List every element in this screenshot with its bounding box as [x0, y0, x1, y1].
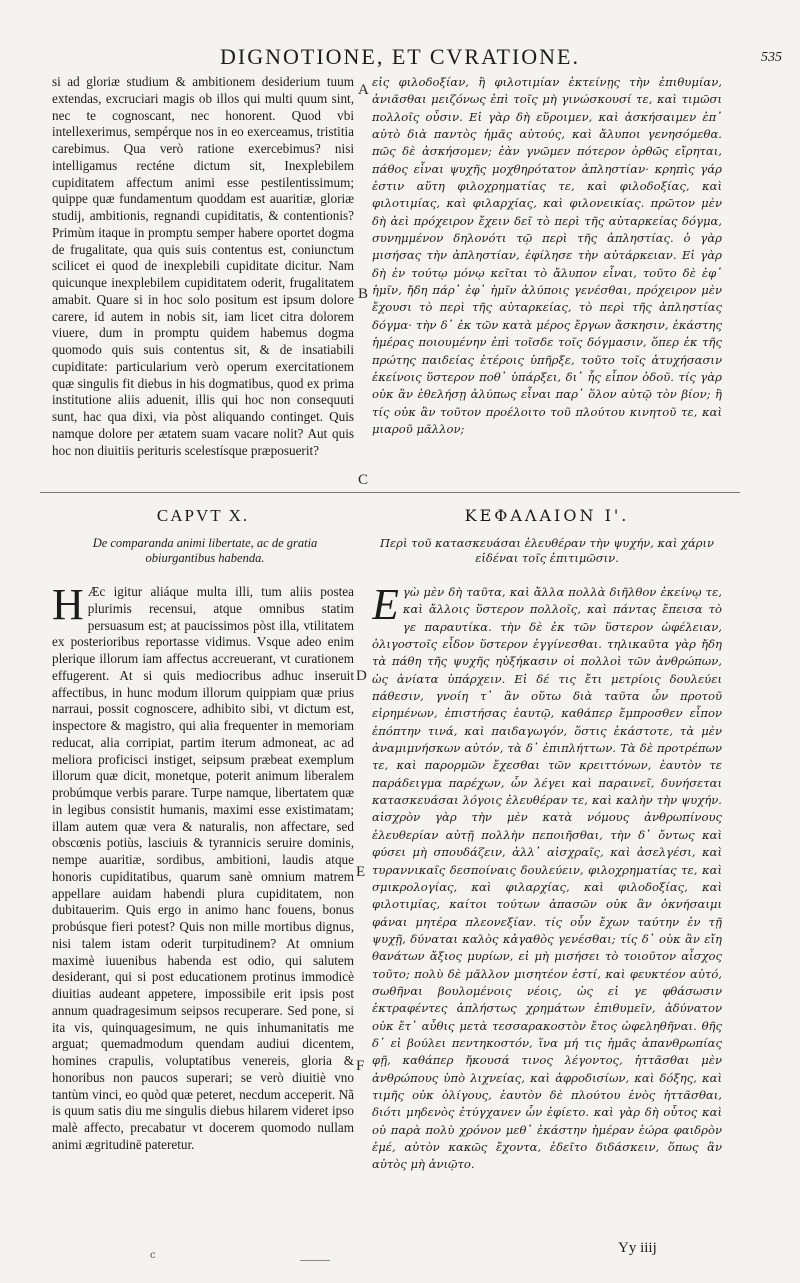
page-number: 535 — [761, 50, 782, 65]
margin-letter-f: F — [356, 1058, 365, 1074]
chapter-title-greek: ΚΕΦΑΛΑΙΟΝ Ι'. — [464, 506, 630, 525]
latin-paragraph-chapter — [52, 584, 354, 1154]
latin-column-bottom — [52, 584, 354, 1244]
margin-letter-e: E — [356, 864, 366, 880]
margin-letter-d: D — [356, 668, 367, 684]
greek-paragraph-chapter — [372, 584, 722, 1174]
running-title: DIGNOTIONE, ET CVRATIONE. — [220, 44, 580, 69]
greek-column-bottom — [372, 584, 722, 1244]
greek-chapter-text: γὼ μὲν δὴ ταῦτα, καὶ ἄλλα πολλὰ διῆλθον ἐκείνῳ τε, καὶ ἄλλοις ὕστερον πολλοῖς, καὶ πάντας ἔπεισα τὸ γε παραυτίκα. τὴν δὲ ἐκ τῶν ὕστερον ὠφέλειαν, ὀλιγοστοῖς εἶδον ὕστερον ἐγγίνεσθαι. τηλικαῦτα γὰρ ἤδη τὰ πάθη τῆς ψυχῆς ηὐξήκασιν οἱ πολλοὶ τῶν ἀνθρώπων, ὡς ἀνίατα ὑπάρχειν. Εἰ δέ τις ἔτι μετρίοις δουλεύει πάθεσιν, γνοίη τ᾽ ἂν οὕτω διὰ ταῦτα ὧν προτοῦ εἰρημένων, ἐπιστήσας ἑαυτῷ, καθάπερ ἔμπροσθεν εἶπον ἐπόπτην τινά, καὶ παιδαγωγόν, ὅστις ἑκάστοτε, τὰ μὲν ἀναμιμνήσκων αὐτόν, τὰ δ᾽ ἐπιπλήττων. Τὰ δὲ προτρέπων τε, καὶ παρορμῶν ἔχεσθαι τῶν κρειττόνων, ἑαυτὸν τε παράδειγμα παρέχων, ὧν λέγει καὶ παραινεῖ, δυνήσεται κατασκευάσαι λόγοις ἐλευθέραν τε, καὶ καλὴν τὴν ψυχήν. αἰσχρὸν γὰρ τὴν μὲν κατὰ νόμους ἀνθρωπίνους ἐλευθερίαν αὐτῇ πολλὴν πεποιῆσθαι, τὴν δ᾽ ὄντως καὶ φύσει μὴ σπουδάζειν, ἀλλ᾽ αἰσχραῖς, καὶ ἀσελγέσι, καὶ τυραννικαῖς δεσποίναις δουλεύειν, φιλοχρηματίας τε, καὶ σμικρολογίας, καὶ φιλαρχίας, καὶ φιλοδοξίας, καὶ φιλοτιμίας, καίτοι τούτων ἁπασῶν οὐκ ἂν ὀκνήσαιμι φάναι μητέρα πλεονεξίαν. τίς οὖν ἔχων ταύτην ἐν τῇ ψυχῇ, δύναται καλὸς κἀγαθὸς γενέσθαι; τίς δ᾽ οὐκ ἂν εἴη θανάτων ἄξιος μυρίων, εἰ μὴ μισήσει τὸ τοιοῦτον αἶσχος τοῦτο; πολὺ δὲ μᾶλλον μισητέον ἐστί, καὶ φευκτέον αὐτό, σωθῆναι βουλομένοις νέοις, ὡς εἰ γε φθάσωσιν ἐκτραφέντες ἀπλήστως χρημάτων ἐπιθυμεῖν, ἀδύνατον οὐκ ἔτ᾽ αὖθις μετὰ τεσσαρακοστὸν ἔτος ὠφεληθῆναι. θῆς δ᾽ εἰ βούλει πεντηκοστόν, ἵνα μή τις ἡμᾶς ἀπανθρωπίας φῇ, καθάπερ ἤκουσά τινος λέγοντος, ἡττᾶσθαι μὲν ἀνθρώπους ὑπὸ λιχνείας, καὶ ἀφροδισίων, καὶ δόξης, καὶ τιμῆς οὐκ ὀλίγους, ἑαυτὸν δὲ πλούτου ἑνὸς ἡττᾶσθαι, διότι μηδενὸς ἐτύγχανεν ὧν ἐφίετο. καὶ γὰρ δὴ οὗτος καὶ οὐ παρὰ πολὺ χρόνον μεθ᾽ ἑκάστην ἡμέραν ἑώρα φαιδρὸν ἐμέ, αὐτὸν κακῶς ἔχοντα, ἐδεῖτο διδάσκειν, ὅπως ἂν αὐτὸς μὴ ἀνιῷτο. — [372, 585, 722, 1172]
chapter-subtitle-latin: De comparanda animi libertate, ac de gratia obiurgantibus habenda. — [92, 536, 318, 565]
signature-mark: Yy iiij — [618, 1240, 657, 1256]
margin-letter-a: A — [358, 82, 369, 98]
latin-paragraph: si ad gloriæ studium & ambitionem desiderium tuum extendas, excruciari magis ob illos qui multi quum sint, nec te cognoscant, nec honorent. Quod vbi intellexerimus, sempérque nos in eo exerceamus, tristitia carebimus. Qua verò ratione exercebimus? nisi intelligamus recténe dictum sit, Inexplebilem cupiditatem affectum animi esse pestilentissimum; quippe quæ fundamentum quoddam est auaritiæ, gloriæ studij, ambitionis, regnandi cupiditatis, & contentionis? Primùm itaque in promptu semper habere oportet dogma de frugalitate, qua quis suis contentus est, coniunctum scilicet ei quod de inexplebili cupiditate dicitur. Nam quicunque inexplebilem cupiditatem oderit, frugalitatem amabit. Quare si in hoc solo positum est ipsum dolore carere, id autem in nobis sit, iam licet citra dolorem viuere, dum in promptu quidem habemus dogma quomodo quis suis contentus sit, & de insatiabili cupiditate: particularium verò operum exercitationem quæ singulis fit diebus in his dogmatibus, quod ex prima institutione aliis aduenit, illis qui hoc non consequuti sunt, hac qua dixi, via pòst aliquando continget. Quis namque dolore per ætatem suam vacare nolit? Aut quis hoc non diuitiis perituris scelestísque præposuerit? — [52, 74, 354, 458]
latin-chapter-text: Æc igitur aliáque multa illi, tum aliis postea plurimis recensui, atque omnibus statim persuasum est; at paucissimos pòst illa, vtilitatem ex posterioribus reportasse vidimus. Vsque adeo enim plerique illorum iam affectus accreuerant, vt curationem effugerent. At si quis mediocribus adhuc inseruit affectibus, in hunc modum illorum quippiam quæ prius narraui, possit cognoscere, adhibito sibi, vt dictum est, inspectore & magistro, qui alia frequenter in memoriam reducat, alia corripiat, partim iterum admoneat, ac ad meliora proficisci instiget, seipsum præbeat exemplum illorum quæ dicit, monetque, poterit animum liberalem probúmque verbis parare. Turpe namque, libertatem quæ in legibus consistit humanis, maximi esse existimatam; illam autem quæ vera & naturalis, non affectare, sed obscœnis potiùs, lasciuis & tyrannicis seruire dominis, nempe auaritiæ, sordibus, ambitioni, laudis atque honoris cupiditatibus, quarum sanè omnium matrem appellare auidam habendi plura cupiditatem, non dubitauerim. Quis ergo in animo hanc fouens, bonus probúsque fieri potest? Quis non mille mortibus dignus, nisi talem istam oderit turpitudinem? At omnium maximè iuuenibus habenda est odio, qui salutem desiderant, qui si post educationem protinus immodicè diuitias audeant appetere, impossibile erit ipsis post annum quadragesimum seipsos recuperare. Sed pone, si ita vis, quinquagesimum, ne quis inhumanitatis me arguat; quemadmodum quendam audiui dicentem, homines crapulis, voluptatibus venereis, gloria & honoribus non paucos superari; se verò diuitiè vno tantùm vinci, eo quòd quæ peteret, necdum acceperit. Nã is quum satis diu me singulis diebus hilarem videret ipso malè affecto, precabatur vt docerem quomodo nullam animi ægritudinē pateretur. — [52, 584, 354, 1152]
greek-paragraph: εἰς φιλοδοξίαν, ἢ φιλοτιμίαν ἐκτείνῃς τὴν ἐπιθυμίαν, ἀνιᾶσθαι μειζόνως ἐπὶ τοῖς μὴ γινώσκουσί τε, καὶ τιμῶσι πολλοῖς οὖσιν. Εἰ γὰρ δὴ εὕροιμεν, καὶ ἀσκήσαιμεν ἐπ᾽ αὐτὸ διὰ παντὸς ἡμᾶς αὐτούς, καὶ ἄλυποι γενησόμεθα. πῶς δὲ ἀσκήσομεν; ἐὰν γνῶμεν πότερον ὀρθῶς εἴρηται, πάθος εἶναι ψυχῆς μοχθηρότατον ἀπληστίαν· κρηπὶς γάρ ἐστιν αὕτη φιλοχρηματίας τε, καὶ φιλοδοξίας, καὶ φιλοτιμίας, καὶ φιλαρχίας, καὶ φιλονεικίας. πρῶτον μὲν δὴ ἀεὶ πρόχειρον ἔχειν δεῖ τὸ περὶ τῆς αὐταρκείας δόγμα, συνημμένον δηλονότι τῷ περὶ τῆς ἀπληστίας. ὁ γὰρ μισήσας τὴν ἀπληστίαν, ἐφίλησε τὴν αὐτάρκειαν. Εἰ γὰρ δὴ ἐν τούτῳ μόνῳ κεῖται τὸ ἄλυπον εἶναι, τοῦτο δὲ ἐφ᾽ ἡμῖν, ἤδη πάρ᾽ ἐφ᾽ ἡμῖν ἀλύποις γενέσθαι, πρόχειρον μὲν ἔχουσι τὸ περὶ τῆς αὐταρκείας, τὸ περὶ τῆς ἀπληστίας δόγμα· τὴν δ᾽ ἐκ τῶν κατὰ μέρος ἔργων ἄσκησιν, ἑκάστης ἡμέρας ποιουμένην ἐπὶ τοῖσδε τοῖς δόγμασιν, ὅπερ ἐκ τῆς πρώτης παιδείας ἑτέροις ὑπῆρξε, τοῦτο τοῖς ἀτυχήσασιν ἐκείνοις ὕστερον ποθ᾽ ὑπάρξει, δι᾽ ἧς εἶπον ὁδοῦ. τίς γὰρ οὐκ ἂν ἐθελήσῃ ἀλύπως εἶναι παρ᾽ ὅλον αὐτῷ τὸν βίον; ἢ τίς οὐκ ἂν τοῦτον προέλοιτο τοῦ πλούτου κινητοῦ τε, καὶ μιαροῦ μᾶλλον; — [372, 75, 722, 436]
section-rule — [40, 492, 740, 493]
margin-letter-b: B — [358, 286, 369, 302]
latin-column-top — [52, 74, 354, 490]
drop-cap-latin: H — [52, 584, 84, 629]
chapter-title-latin: CAPVT X. — [156, 506, 250, 525]
greek-column-top — [372, 74, 722, 490]
chapter-subtitle-greek: Περὶ τοῦ κατασκευάσαι ἐλευθέραν τὴν ψυχήν, καὶ χάριν εἰδέναι τοῖς ἐπιτιμῶσιν. — [379, 536, 715, 565]
small-mark: c — [150, 1250, 156, 1261]
drop-cap-greek: Ε — [372, 584, 399, 629]
margin-letter-c: C — [358, 472, 369, 488]
footer-dash — [300, 1260, 330, 1261]
